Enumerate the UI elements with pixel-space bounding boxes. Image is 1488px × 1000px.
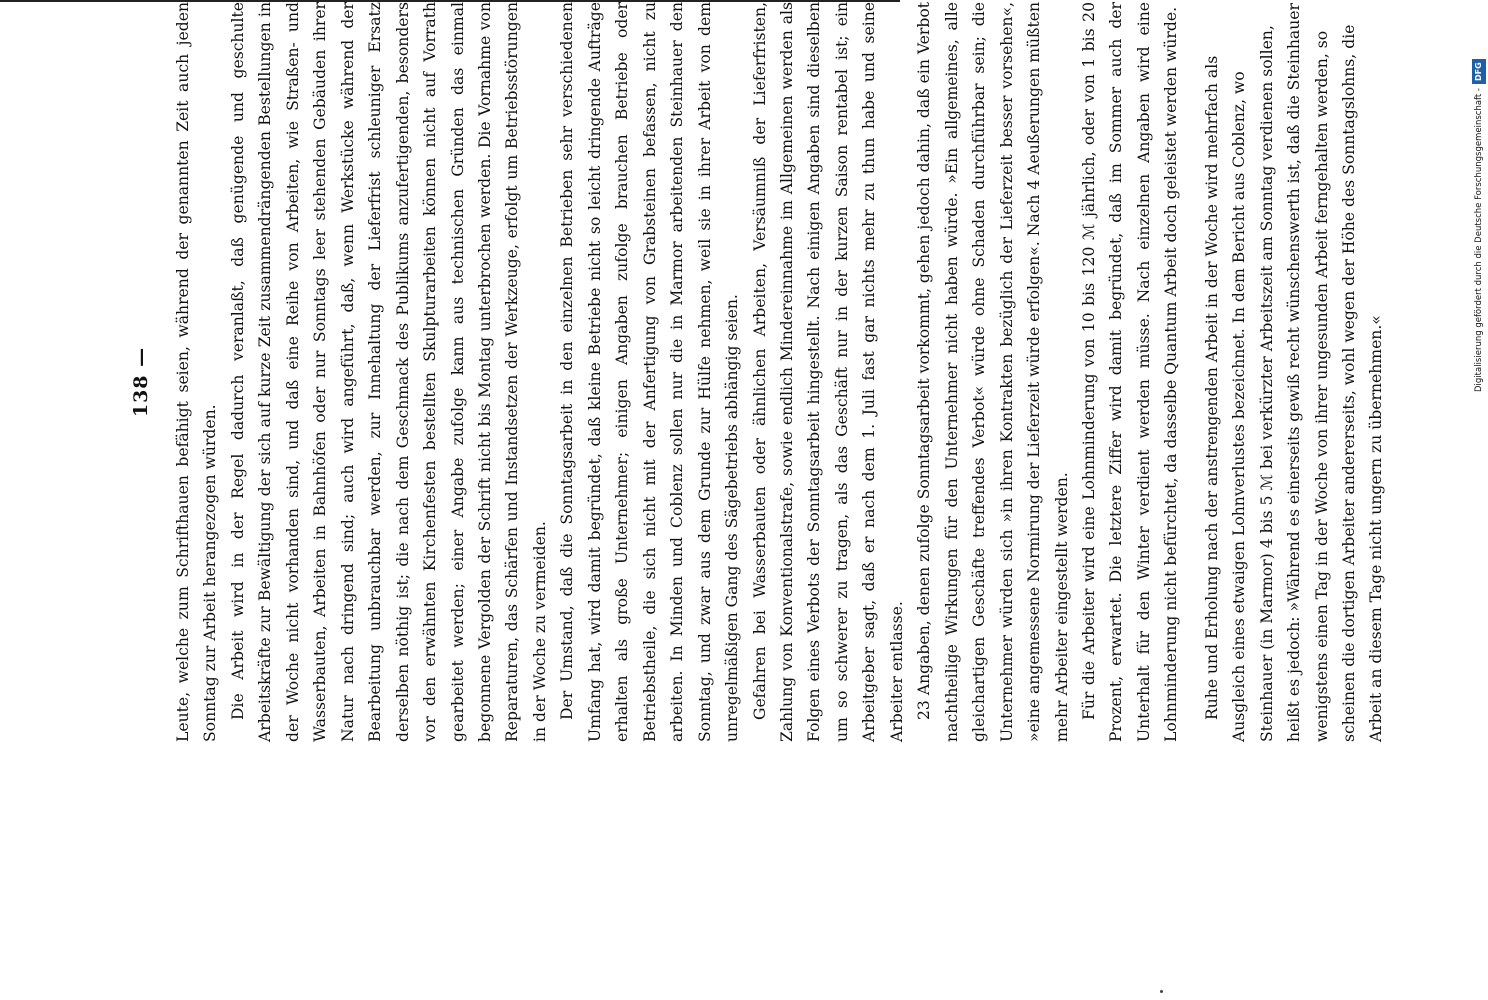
paragraph: Für die Arbeiter wird eine Lohnminderung von 10 bis 120 ℳ jährlich, oder von 1 bis 20 Prozent, erwartet. Die letztere Ziffer wird damit begründet, daß im Sommer auch der Unterhalt für den Winter verdient werden müsse. Nach einzelnen Angaben wird eine Lohnminderung nicht befürchtet, da dasselbe Quantum Arbeit doch geleistet werden würde. xyxy=(1079,2,1181,742)
body-text xyxy=(170,2,1391,742)
paragraph: Leute, welche zum Schrifthauen befähigt seien, während der genannten Zeit auch jeden Sonntag zur Arbeit herangezogen würden. xyxy=(174,2,220,742)
digitization-credit xyxy=(1470,12,1488,392)
page-number: 138 — xyxy=(130,346,152,418)
dfg-logo: DFG xyxy=(1472,59,1486,84)
paragraph: 23 Angaben, denen zufolge Sonntagsarbeit vorkommt, gehen jedoch dahin, daß ein Verbot nachtheilige Wirkungen für den Unternehmer nicht haben würde. »Ein allgemeines, alle gleichartigen Geschäfte treffendes Verbot« würde ohne Schaden durchführbar sein; die Unternehmer würden sich »in ihren Kontrakten bezüglich der Lieferzeit besser vorsehen«, »eine angemessene Normirung der Lieferzeit würde erfolgen«. Nach 4 Aeußerungen müßten mehr Arbeiter eingestellt werden. xyxy=(915,2,1071,742)
paragraph: Die Arbeit wird in der Regel dadurch veranlaßt, daß genügende und geschulte Arbeitskräfte zur Bewältigung der sich auf kurze Zeit zusammendrängenden Bestellungen in der Woche nicht vorhanden sind, und daß eine Reihe von Arbeiten, wie Straßen- und Wasserbauten, Arbeiten in Bahnhöfen oder nur Sonntags leer stehenden Gebäuden ihrer Natur nach dringend sind; auch wird angeführt, daß, wenn Werkstücke während der Bearbeitung unbrauchbar werden, zur Innehaltung der Lieferfrist schleuniger Ersatz derselben nöthig ist; die nach dem Geschmack des Publikums anzufertigenden, besonders vor den erwähnten Kirchenfesten bestellten Skulpturarbeiten können nicht auf Vorrath gearbeitet werden; einer Angabe zufolge kann aus technischen Gründen das einmal begonnene Vergolden der Schrift nicht bis Montag unterbrochen werden. Die Vornahme von Reparaturen, das Schärfen und Instandsetzen der Werkzeuge, erfolgt um Betriebsstörungen in der Woche zu vermeiden. xyxy=(228,2,549,742)
paragraph: Ruhe und Erholung nach der anstrengenden Arbeit in der Woche wird mehrfach als Ausgleich eines etwaigen Lohnverlustes bezeichnet. In dem Bericht aus Coblenz, wo Steinhauer (in Marmor) 4 bis 5 ℳ bei verkürzter Arbeitszeit am Sonntag verdienen sollen, heißt es jedoch: »Während es einerseits gewiß recht wünschenswerth ist, daß die Steinhauer wenigstens einen Tag in der Woche von ihrer ungesunden Arbeit ferngehalten werden, so scheinen die dortigen Arbeiter andererseits, wohl wegen der Höhe des Sonntagslohns, die Arbeit an diesem Tage nicht ungern zu übernehmen.« xyxy=(1202,3,1386,742)
scan-speck xyxy=(1160,990,1163,993)
paragraph: Der Umstand, daß die Sonntagsarbeit in den einzelnen Betrieben sehr verschiedenen Umfang hat, wird damit begründet, daß kleine Betriebe nicht so leicht dringende Aufträge erhalten als große Unternehmer; einigen Angaben zufolge brauchen Betriebe oder Betriebstheile, die sich nicht mit der Anfertigung von Grabsteinen befassen, nicht zu arbeiten. In Minden und Coblenz sollen nur die in Marmor arbeitenden Steinhauer den Sonntag, und zwar aus dem Grunde zur Hülfe nehmen, weil sie in ihrer Arbeit von dem unregelmäßigen Gang des Sägebetriebs abhängig seien. xyxy=(558,2,742,742)
paragraph: Gefahren bei Wasserbauten oder ähnlichen Arbeiten, Versäumniß der Lieferfristen, Zahlung von Konventionalstrafe, sowie endlich Mindereinnahme im Allgemeinen werden als Folgen eines Verbots der Sonntagsarbeit hingestellt. Nach einigen Angaben sind dieselben um so schwerer zu tragen, als das Geschäft nur in der kurzen Saison rentabel ist; ein Arbeitgeber sagt, daß er nach dem 1. Juli fast gar nichts mehr zu thun habe und seine Arbeiter entlasse. xyxy=(750,2,906,742)
credit-text: Digitalisierung gefördert durch die Deutsche Forschungsgemeinschaft - xyxy=(1474,88,1484,392)
rotated-book-page xyxy=(100,2,1386,752)
